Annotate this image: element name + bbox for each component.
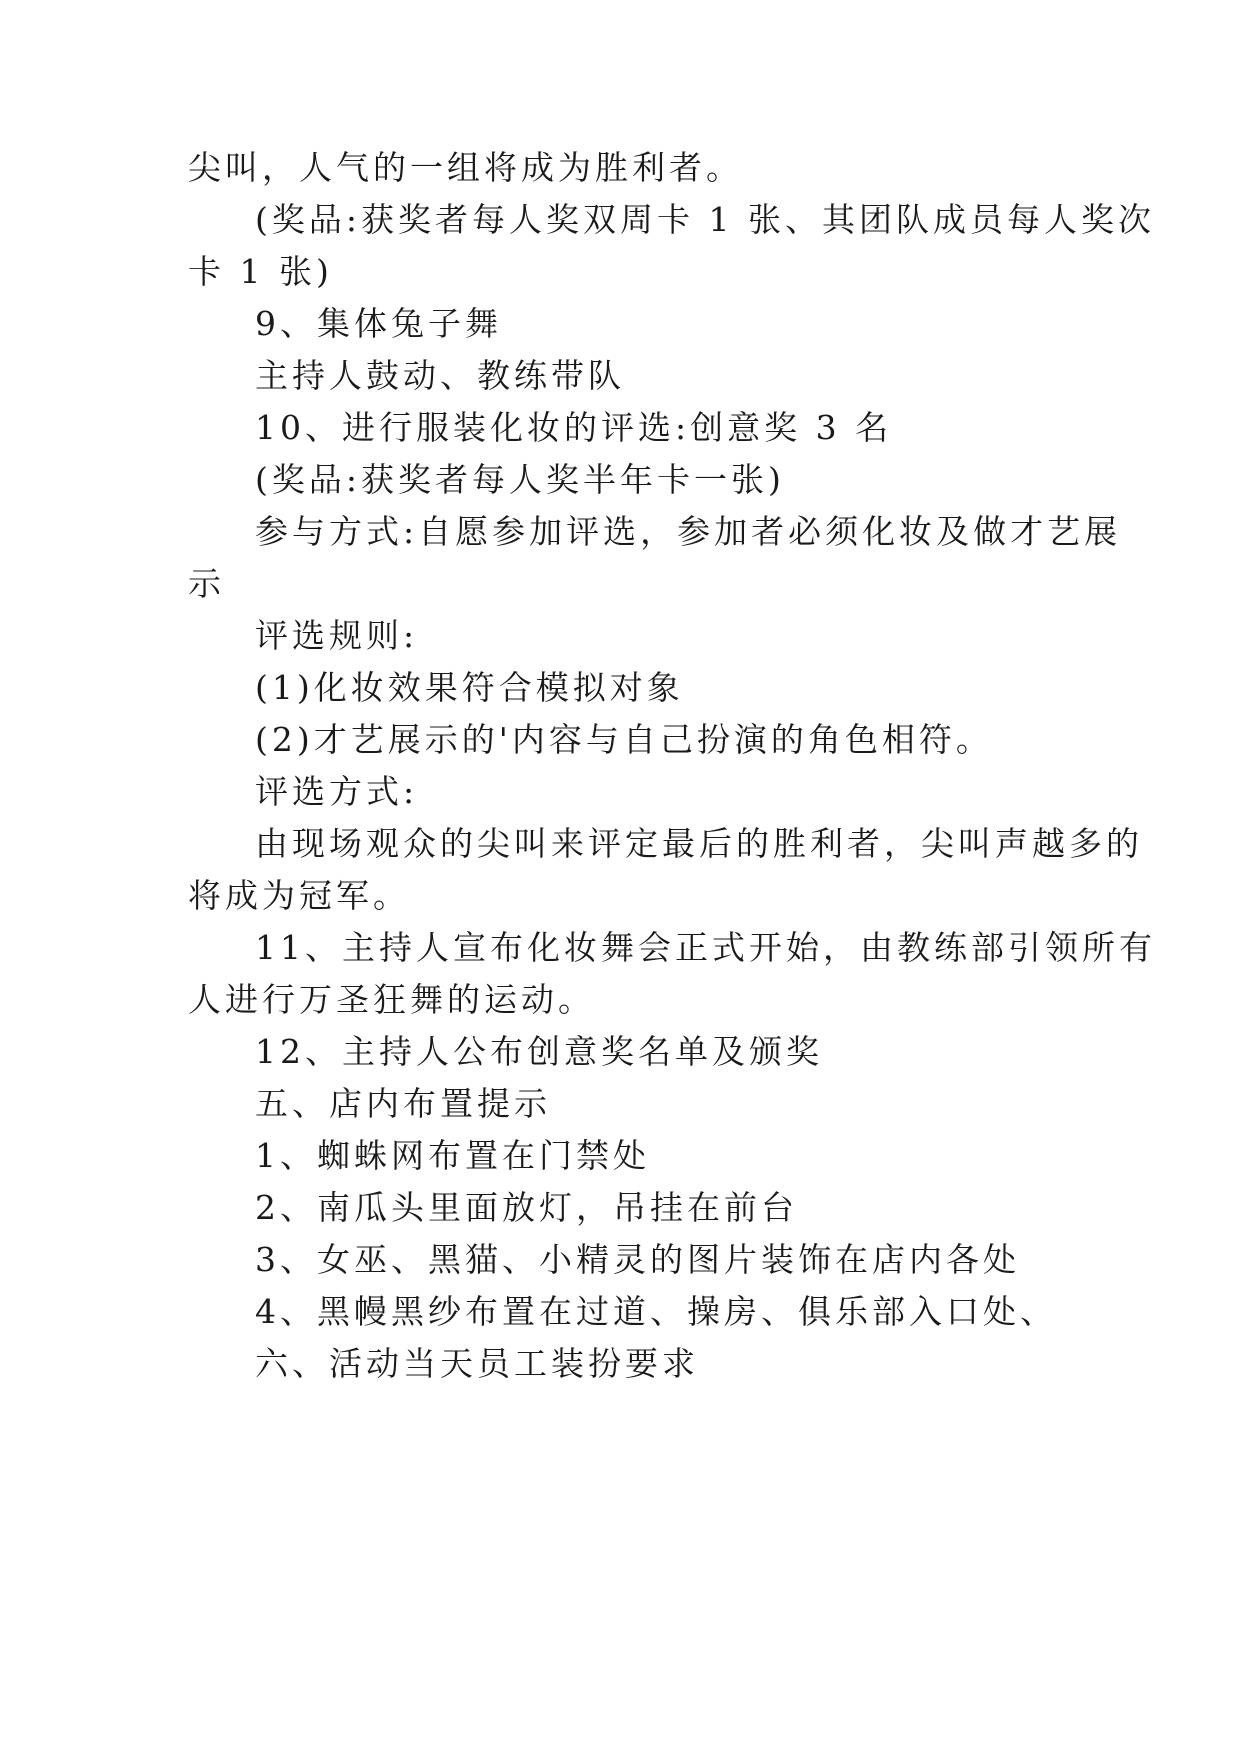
- list-item: 11、主持人宣布化妆舞会正式开始，由教练部引领所有: [255, 928, 1156, 967]
- list-item: 1、蜘蛛网布置在门禁处: [255, 1136, 650, 1175]
- list-item: 10、进行服装化妆的评选:创意奖 3 名: [255, 408, 893, 447]
- paragraph-line: (奖品:获奖者每人奖半年卡一张): [255, 460, 785, 499]
- paragraph-line: 参与方式:自愿参加评选，参加者必须化妆及做才艺展: [255, 512, 1122, 551]
- paragraph-line: 卡 1 张): [188, 252, 333, 291]
- list-item: 12、主持人公布创意奖名单及颁奖: [255, 1032, 823, 1071]
- list-item: (1)化妆效果符合模拟对象: [255, 668, 684, 707]
- section-heading: 六、活动当天员工装扮要求: [255, 1344, 699, 1383]
- paragraph-line: (奖品:获奖者每人奖双周卡 1 张、其团队成员每人奖次: [255, 200, 1155, 239]
- list-item: (2)才艺展示的'内容与自己扮演的角色相符。: [255, 720, 993, 759]
- list-item: 2、南瓜头里面放灯，吊挂在前台: [255, 1188, 798, 1227]
- paragraph-line: 由现场观众的尖叫来评定最后的胜利者，尖叫声越多的: [255, 824, 1143, 863]
- paragraph-line: 尖叫，人气的一组将成为胜利者。: [188, 148, 743, 187]
- section-label: 评选方式:: [255, 772, 419, 811]
- paragraph-line: 示: [188, 564, 225, 603]
- list-item: 4、黑幔黑纱布置在过道、操房、俱乐部入口处、: [255, 1292, 1057, 1331]
- section-label: 评选规则:: [255, 616, 419, 655]
- list-item: 3、女巫、黑猫、小精灵的图片装饰在店内各处: [255, 1240, 1020, 1279]
- paragraph-line: 主持人鼓动、教练带队: [255, 356, 625, 395]
- paragraph-line: 将成为冠军。: [188, 876, 410, 915]
- section-heading: 五、店内布置提示: [255, 1084, 551, 1123]
- paragraph-line: 人进行万圣狂舞的运动。: [188, 980, 595, 1019]
- list-item: 9、集体兔子舞: [255, 304, 502, 343]
